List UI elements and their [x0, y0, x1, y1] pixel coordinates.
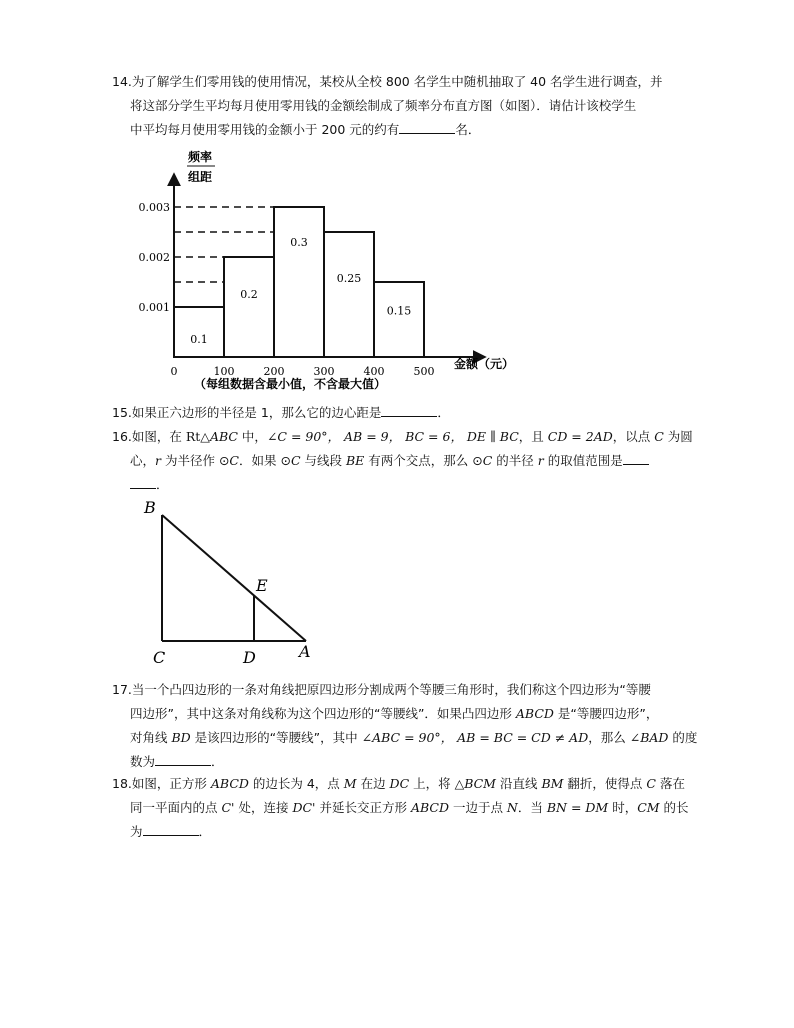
math-term: BE — [345, 453, 365, 468]
question-text: 中， — [237, 429, 267, 444]
question-number: 18. — [112, 776, 132, 791]
math-term: M — [343, 776, 357, 791]
question-text: 为圆 — [663, 429, 693, 444]
question-number: 17. — [112, 682, 132, 697]
math-expression: ∠C = 90°， AB = 9， BC = 6， DE ∥ BC — [266, 429, 519, 444]
question-text: 是“等腰四边形”， — [553, 706, 659, 721]
math-term: r — [537, 453, 544, 468]
chart-note: （每组数据含最小值，不含最大值） — [193, 377, 387, 391]
math-term: BD — [171, 730, 191, 745]
x-tick-label: 0 — [170, 365, 178, 378]
question-text: 是该四边形的“等腰线”，其中 — [190, 730, 362, 745]
question-text: 如果正六边形的半径是 1，那么它的边心距是 — [131, 405, 382, 420]
math-term: C — [482, 453, 493, 468]
math-term: C — [646, 776, 656, 791]
segment-BA — [162, 515, 306, 641]
question-14 — [112, 70, 712, 142]
question-text: 同一平面内的点 — [130, 800, 222, 815]
y-axis-label-bottom: 组距 — [187, 170, 213, 184]
math-term: C — [290, 453, 301, 468]
question-number: 15. — [112, 405, 132, 420]
question-text: 心， — [130, 453, 156, 468]
math-term: r — [155, 453, 161, 468]
question-text: 四边形”，其中这条对角线称为这个四边形的“等腰线”．如果凸四边形 — [130, 706, 516, 721]
question-text: 如图，在 — [131, 429, 186, 444]
x-tick-label: 100 — [213, 365, 235, 378]
histogram-bar — [224, 257, 274, 357]
question-text: 的取值范围是 — [543, 453, 623, 468]
answer-blank[interactable] — [155, 751, 211, 766]
math-term: DC' — [292, 800, 316, 815]
x-tick-label: 300 — [313, 365, 335, 378]
histogram-bar — [274, 207, 324, 357]
x-tick-label: 500 — [413, 365, 435, 378]
math-term: CM — [637, 800, 660, 815]
histogram-bar — [324, 232, 374, 357]
question-text: ． — [198, 824, 212, 839]
math-term: ∠BAD — [629, 730, 669, 745]
label-E: E — [256, 576, 268, 595]
question-number: 16. — [112, 429, 132, 444]
question-text: 翻折，使得点 — [563, 776, 647, 791]
bar-label: 0.25 — [336, 271, 362, 285]
math-term: ABCD — [515, 706, 554, 721]
math-term: C — [654, 429, 664, 444]
y-tick-label: 0.002 — [138, 251, 170, 264]
label-C: C — [153, 648, 166, 667]
question-text: 名． — [455, 122, 481, 137]
question-15 — [112, 401, 712, 425]
question-text: 的半径 — [492, 453, 538, 468]
question-text: 为 — [130, 824, 143, 839]
math-term: ABCD — [210, 776, 249, 791]
question-text: 的边长为 4，点 — [248, 776, 344, 791]
x-tick-label: 200 — [263, 365, 285, 378]
question-17 — [112, 678, 712, 774]
y-tick-label: 0.001 — [138, 301, 170, 314]
math-expression: BN = DM — [546, 800, 609, 815]
question-text: 在边 — [356, 776, 390, 791]
question-text: ，那么 — [588, 730, 630, 745]
question-text: 的度 — [668, 730, 698, 745]
question-text: 处，连接 — [234, 800, 293, 815]
question-text: 上，将 △ — [409, 776, 465, 791]
question-18 — [112, 772, 712, 844]
histogram-bar — [174, 307, 224, 357]
question-text: 如图，正方形 — [131, 776, 211, 791]
question-text: 中平均每月使用零用钱的金额小于 200 元的约有 — [130, 122, 400, 137]
math-term: BM — [541, 776, 564, 791]
bar-label: 0.1 — [190, 333, 208, 346]
question-text: 将这部分学生平均每月使用零用钱的金额绘制成了频率分布直方图（如图）．请估计该校学生 — [130, 98, 637, 113]
question-text: 落在 — [655, 776, 685, 791]
question-text: 对角线 — [130, 730, 172, 745]
question-16 — [112, 425, 712, 497]
question-text: 为半径作 ⊙ — [161, 453, 230, 468]
bar-label: 0.2 — [240, 288, 258, 301]
question-text: 有两个交点，那么 ⊙ — [364, 453, 483, 468]
y-axis-label-top: 频率 — [187, 150, 213, 164]
label-A: A — [299, 642, 311, 661]
label-D: D — [243, 648, 256, 667]
question-text: ．当 — [517, 800, 547, 815]
math-expression: CD = 2AD — [547, 429, 613, 444]
math-expression: ∠ABC = 90°， AB = BC = CD ≠ AD — [361, 730, 589, 745]
histogram-bar — [374, 282, 424, 357]
math-term: DC — [389, 776, 410, 791]
question-text: 并延长交正方形 — [315, 800, 411, 815]
math-term: ABC — [209, 429, 238, 444]
frequency-histogram — [130, 142, 530, 404]
math-term: Rt△ — [185, 429, 210, 444]
question-text: ． — [437, 405, 450, 420]
question-text: 当一个凸四边形的一条对角线把原四边形分割成两个等腰三角形时，我们称这个四边形为“等腰 — [131, 682, 651, 697]
math-term: ABCD — [410, 800, 449, 815]
question-text: 为了解学生们零用钱的使用情况，某校从全校 800 名学生中随机抽取了 40 名学生进行调查，并 — [131, 74, 663, 89]
question-text: 时， — [608, 800, 638, 815]
math-term: C — [229, 453, 239, 468]
bar-label: 0.15 — [386, 304, 412, 318]
answer-blank[interactable] — [399, 119, 455, 134]
question-text: 数为 — [130, 754, 156, 769]
question-text: ． — [156, 477, 169, 492]
x-tick-label: 400 — [363, 365, 385, 378]
question-text: 与线段 — [300, 453, 346, 468]
question-text: ． — [211, 754, 224, 769]
y-tick-label: 0.003 — [138, 201, 170, 214]
triangle-figure — [135, 495, 325, 670]
answer-blank[interactable] — [143, 821, 199, 836]
answer-blank-continued[interactable] — [130, 474, 156, 489]
math-term: N — [506, 800, 518, 815]
question-text: 一边于点 — [448, 800, 507, 815]
math-term: BCM — [464, 776, 496, 791]
question-number: 14. — [112, 74, 132, 89]
question-text: ．如果 ⊙ — [239, 453, 291, 468]
x-axis-label: 金额（元） — [454, 357, 515, 371]
answer-blank[interactable] — [623, 450, 649, 465]
bar-label: 0.3 — [290, 236, 308, 249]
math-term: C' — [221, 800, 235, 815]
question-text: 沿直线 — [495, 776, 542, 791]
question-text: 的长 — [659, 800, 689, 815]
question-text: ，且 — [518, 429, 548, 444]
answer-blank[interactable] — [381, 402, 437, 417]
label-B: B — [144, 498, 156, 517]
question-text: ，以点 — [612, 429, 655, 444]
